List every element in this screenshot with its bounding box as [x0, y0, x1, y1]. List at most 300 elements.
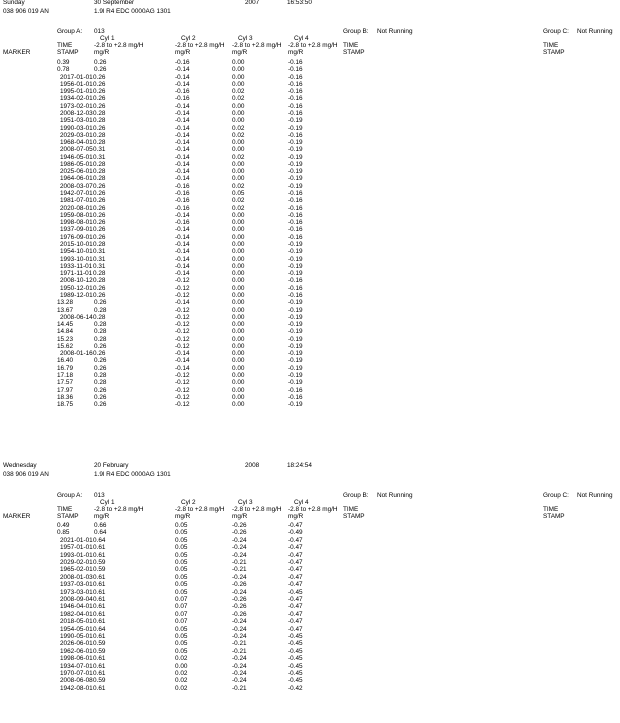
table-row — [0, 300, 620, 307]
cyl4-value-cell: -0.47 — [288, 625, 303, 633]
cyl3-value-cell: -0.26 — [232, 610, 247, 618]
cyl2-value-cell: -0.12 — [175, 386, 190, 394]
cyl2-value-cell: 0.00 — [175, 662, 188, 670]
column-unit-cyl2: mg/R — [175, 49, 191, 56]
time-stamp-cell: 1962-06-01 — [60, 647, 93, 655]
table-row — [0, 351, 620, 358]
cyl1-value-cell: 0.31 — [93, 255, 106, 263]
cyl2-value-cell: -0.12 — [175, 335, 190, 343]
group-c-status: Not Running — [577, 28, 613, 35]
cyl2-value-cell: -0.14 — [175, 80, 190, 88]
time-stamp-cell: 2029-02-01 — [60, 559, 93, 566]
cyl4-value-cell: -0.16 — [288, 95, 303, 103]
column-title-cyl2: Cyl 2 — [181, 35, 196, 42]
cyl1-value-cell: 0.26 — [93, 88, 106, 96]
column-title-cyl4: Cyl 4 — [294, 35, 309, 42]
time-stamp-cell: 1942-07-01 — [60, 190, 93, 198]
cyl4-value-cell: -0.47 — [288, 596, 303, 603]
day-label: Sunday — [3, 0, 25, 6]
time-stamp-cell: 1968-04-01 — [60, 139, 93, 147]
time-stamp-cell: 1934-02-01 — [60, 95, 93, 103]
time-stamp-cell: 2008-01-16 — [60, 350, 93, 358]
cyl3-value-cell: -0.24 — [232, 544, 247, 552]
time-stamp-cell: 0.85 — [57, 529, 70, 537]
cyl1-value-cell: 0.26 — [93, 73, 106, 81]
cyl3-value-cell: -0.21 — [232, 559, 247, 566]
cyl1-value-cell: 0.61 — [93, 670, 106, 677]
cyl2-value-cell: -0.14 — [175, 211, 190, 219]
time-stamp-cell: 2025-06-01 — [60, 168, 93, 176]
cyl4-value-cell: -0.45 — [288, 640, 303, 648]
time-stamp-cell: 18.36 — [57, 393, 73, 401]
cyl4-value-cell: -0.16 — [288, 190, 303, 198]
cyl3-value-cell: -0.24 — [232, 670, 247, 677]
cyl1-value-cell: 0.61 — [93, 551, 106, 559]
group-b-stamp-header: STAMP — [343, 49, 365, 56]
cyl4-value-cell: -0.16 — [288, 197, 303, 205]
time-stamp-cell: 1990-05-01 — [60, 633, 93, 640]
cyl1-value-cell: 0.26 — [94, 299, 107, 307]
table-row — [0, 358, 620, 365]
cyl2-value-cell: -0.14 — [175, 299, 190, 307]
cyl3-value-cell: 0.00 — [232, 277, 245, 285]
time-stamp-cell: 1950-12-01 — [60, 284, 93, 292]
cyl3-value-cell: 0.00 — [232, 66, 245, 74]
cyl2-value-cell: 0.02 — [175, 670, 188, 677]
column-unit-cyl4: mg/R — [288, 513, 304, 520]
cyl2-value-cell: 0.07 — [175, 596, 188, 603]
ecu-id: 038 906 019 AN — [3, 8, 49, 15]
cyl2-value-cell: 0.02 — [175, 684, 188, 692]
cyl4-value-cell: -0.16 — [288, 386, 303, 394]
group-b-status: Not Running — [377, 492, 413, 499]
cyl3-value-cell: 0.00 — [232, 379, 245, 387]
column-unit-cyl3: mg/R — [232, 49, 248, 56]
time-stamp-cell: 17.18 — [57, 372, 73, 380]
cyl3-value-cell: -0.21 — [232, 647, 247, 655]
cyl2-value-cell: -0.16 — [175, 95, 190, 103]
cyl2-value-cell: 0.07 — [175, 603, 188, 611]
time-stamp-cell: 1971-11-01 — [60, 270, 93, 278]
cyl3-value-cell: 0.00 — [232, 393, 245, 401]
table-row — [0, 388, 620, 395]
cyl2-value-cell: -0.16 — [175, 204, 190, 212]
time-stamp-cell: 17.57 — [57, 379, 73, 387]
cyl2-value-cell: 0.02 — [175, 655, 188, 663]
cyl1-value-cell: 0.59 — [93, 677, 106, 685]
time-stamp-cell: 17.97 — [57, 386, 73, 394]
cyl4-value-cell: -0.49 — [288, 529, 303, 537]
cyl4-value-cell: -0.19 — [288, 117, 303, 125]
cyl4-value-cell: -0.47 — [288, 603, 303, 611]
group-c-label: Group C: — [543, 28, 569, 35]
cyl4-value-cell: -0.19 — [288, 255, 303, 263]
cyl1-value-cell: 0.61 — [93, 618, 106, 626]
cyl4-value-cell: -0.19 — [288, 364, 303, 372]
cyl2-value-cell: -0.16 — [175, 59, 190, 66]
cyl2-value-cell: 0.05 — [175, 522, 188, 529]
cyl3-value-cell: 0.00 — [232, 109, 245, 117]
cyl2-value-cell: -0.12 — [175, 401, 190, 409]
time-stamp-cell: 2008-07-05 — [60, 146, 93, 154]
cyl1-value-cell: 0.26 — [93, 233, 106, 241]
cyl2-value-cell: -0.14 — [175, 241, 190, 248]
cyl2-value-cell: 0.05 — [175, 581, 188, 589]
cyl1-value-cell: 0.26 — [93, 95, 106, 103]
group-c-label: Group C: — [543, 492, 569, 499]
cyl1-value-cell: 0.28 — [93, 270, 106, 278]
cyl4-value-cell: -0.16 — [288, 233, 303, 241]
cyl1-value-cell: 0.61 — [93, 581, 106, 589]
cyl3-value-cell: -0.26 — [232, 529, 247, 537]
cyl2-value-cell: -0.14 — [175, 160, 190, 168]
cyl3-value-cell: 0.00 — [232, 248, 245, 256]
cyl2-value-cell: -0.14 — [175, 262, 190, 270]
cyl4-value-cell: -0.19 — [288, 153, 303, 161]
cyl4-value-cell: -0.47 — [288, 610, 303, 618]
cyl3-value-cell: 0.02 — [232, 204, 245, 212]
cyl1-value-cell: 0.28 — [93, 313, 106, 321]
cyl2-value-cell: -0.12 — [175, 393, 190, 401]
cyl2-value-cell: -0.16 — [175, 219, 190, 227]
time-stamp-cell: 1970-07-01 — [60, 670, 93, 677]
cyl4-value-cell: -0.19 — [288, 182, 303, 190]
time-header: TIME — [57, 42, 73, 49]
cyl1-value-cell: 0.64 — [94, 529, 107, 537]
cyl2-value-cell: -0.14 — [175, 124, 190, 132]
time-stamp-cell: 2008-12-03 — [60, 109, 93, 117]
cyl3-value-cell: 0.00 — [232, 211, 245, 219]
cyl3-value-cell: 0.00 — [232, 401, 245, 409]
cyl2-value-cell: -0.12 — [175, 379, 190, 387]
time-stamp-cell: 1964-06-01 — [60, 175, 93, 183]
table-row — [0, 395, 620, 402]
time-stamp-cell: 1954-10-01 — [60, 248, 93, 256]
day-label: Wednesday — [3, 462, 37, 469]
cyl3-value-cell: 0.00 — [232, 219, 245, 227]
cyl3-value-cell: 0.00 — [232, 364, 245, 372]
cyl1-value-cell: 0.28 — [94, 321, 107, 329]
cyl4-value-cell: -0.16 — [288, 204, 303, 212]
cyl3-value-cell: -0.24 — [232, 551, 247, 559]
cyl1-value-cell: 0.26 — [94, 59, 107, 66]
time-stamp-cell: 2008-09-04 — [60, 596, 93, 603]
column-range-cyl2: -2.8 to +2.8 mg/H — [175, 506, 225, 513]
cyl1-value-cell: 0.31 — [93, 146, 106, 154]
group-a-label: Group A: — [57, 492, 83, 499]
group-a-label: Group A: — [57, 28, 83, 35]
time-stamp-cell: 2008-03-07 — [60, 182, 93, 190]
cyl1-value-cell: 0.26 — [93, 204, 106, 212]
cyl1-value-cell: 0.61 — [93, 544, 106, 552]
cyl4-value-cell: -0.19 — [288, 335, 303, 343]
cyl3-value-cell: 0.00 — [232, 139, 245, 147]
time-stamp-cell: 2008-10-12 — [60, 277, 93, 285]
time-stamp-cell: 15.23 — [57, 335, 73, 343]
time-stamp-cell: 2021-01-01 — [60, 536, 93, 544]
column-title-cyl3: Cyl 3 — [238, 499, 253, 506]
cyl4-value-cell: -0.19 — [288, 124, 303, 132]
column-range-cyl4: -2.8 to +2.8 mg/H — [288, 506, 338, 513]
time-stamp-cell: 1993-10-01 — [60, 255, 93, 263]
cyl2-value-cell: -0.14 — [175, 350, 190, 358]
cyl3-value-cell: 0.00 — [232, 168, 245, 176]
group-b-time-header: TIME — [343, 506, 359, 513]
cyl4-value-cell: -0.47 — [288, 551, 303, 559]
group-b-label: Group B: — [343, 28, 369, 35]
cyl4-value-cell: -0.45 — [288, 588, 303, 596]
cyl3-value-cell: 0.02 — [232, 197, 245, 205]
table-row — [0, 402, 620, 409]
cyl3-value-cell: -0.24 — [232, 662, 247, 670]
cyl3-value-cell: 0.00 — [232, 321, 245, 329]
column-unit-cyl2: mg/R — [175, 513, 191, 520]
cyl1-value-cell: 0.28 — [93, 117, 106, 125]
cyl3-value-cell: -0.21 — [232, 640, 247, 648]
cyl1-value-cell: 0.66 — [94, 522, 107, 529]
cyl2-value-cell: -0.16 — [175, 182, 190, 190]
time-header: TIME — [57, 506, 73, 513]
cyl2-value-cell: -0.14 — [175, 248, 190, 256]
stamp-header: STAMP — [57, 513, 79, 520]
cyl2-value-cell: -0.14 — [175, 153, 190, 161]
cyl1-value-cell: 0.61 — [93, 573, 106, 581]
cyl1-value-cell: 0.64 — [93, 536, 106, 544]
cyl1-value-cell: 0.59 — [93, 566, 106, 574]
time-stamp-cell: 2008-06-08 — [60, 677, 93, 685]
cyl4-value-cell: -0.19 — [288, 379, 303, 387]
time-stamp-cell: 1956-01-01 — [60, 80, 93, 88]
cyl1-value-cell: 0.28 — [94, 372, 107, 380]
cyl1-value-cell: 0.28 — [93, 160, 106, 168]
time-stamp-cell: 1976-09-01 — [60, 233, 93, 241]
cyl1-value-cell: 0.28 — [93, 168, 106, 176]
cyl3-value-cell: 0.02 — [232, 131, 245, 139]
time-stamp-cell: 14.84 — [57, 328, 73, 336]
cyl4-value-cell: -0.19 — [288, 248, 303, 256]
table-row — [0, 366, 620, 373]
cyl1-value-cell: 0.28 — [93, 241, 106, 248]
column-unit-cyl4: mg/R — [288, 49, 304, 56]
time-stamp-cell: 1937-09-01 — [60, 226, 93, 234]
time-stamp-cell: 1995-01-01 — [60, 88, 93, 96]
cyl4-value-cell: -0.47 — [288, 566, 303, 574]
cyl4-value-cell: -0.16 — [288, 291, 303, 299]
cyl1-value-cell: 0.28 — [94, 306, 107, 314]
cyl3-value-cell: 0.00 — [232, 146, 245, 154]
cyl4-value-cell: -0.19 — [288, 306, 303, 314]
cyl1-value-cell: 0.26 — [94, 342, 107, 350]
cyl2-value-cell: 0.05 — [175, 529, 188, 537]
cyl4-value-cell: -0.16 — [288, 393, 303, 401]
cyl3-value-cell: -0.24 — [232, 625, 247, 633]
cyl4-value-cell: -0.16 — [288, 66, 303, 74]
time-stamp-cell: 1965-02-01 — [60, 566, 93, 574]
cyl1-value-cell: 0.59 — [93, 647, 106, 655]
cyl2-value-cell: -0.12 — [175, 321, 190, 329]
time-stamp-cell: 2026-06-01 — [60, 640, 93, 648]
cyl3-value-cell: 0.02 — [232, 153, 245, 161]
cyl4-value-cell: -0.16 — [288, 219, 303, 227]
cyl4-value-cell: -0.19 — [288, 313, 303, 321]
group-c-time-header: TIME — [543, 42, 559, 49]
cyl4-value-cell: -0.47 — [288, 559, 303, 566]
time-stamp-cell: 1946-04-01 — [60, 603, 93, 611]
cyl3-value-cell: 0.00 — [232, 386, 245, 394]
cyl4-value-cell: -0.16 — [288, 277, 303, 285]
cyl3-value-cell: 0.02 — [232, 124, 245, 132]
cyl2-value-cell: 0.07 — [175, 618, 188, 626]
column-title-cyl4: Cyl 4 — [294, 499, 309, 506]
cyl1-value-cell: 0.64 — [93, 625, 106, 633]
column-range-cyl4: -2.8 to +2.8 mg/H — [288, 42, 338, 49]
time-stamp-cell: 1993-01-01 — [60, 551, 93, 559]
cyl2-value-cell: -0.14 — [175, 233, 190, 241]
cyl4-value-cell: -0.42 — [288, 684, 303, 692]
cyl3-value-cell: 0.02 — [232, 95, 245, 103]
time-stamp-cell: 1990-03-01 — [60, 124, 93, 132]
table-row — [0, 329, 620, 336]
cyl4-value-cell: -0.16 — [288, 73, 303, 81]
cyl3-value-cell: 0.00 — [232, 306, 245, 314]
cyl2-value-cell: -0.14 — [175, 357, 190, 365]
time-stamp-cell: 1933-11-01 — [60, 262, 93, 270]
cyl2-value-cell: 0.05 — [175, 566, 188, 574]
engine-code: 1.9l R4 EDC 0000AG 1301 — [94, 471, 171, 478]
cyl2-value-cell: 0.07 — [175, 610, 188, 618]
cyl3-value-cell: -0.21 — [232, 684, 247, 692]
cyl1-value-cell: 0.28 — [94, 328, 107, 336]
table-row — [0, 523, 620, 530]
cyl4-value-cell: -0.19 — [288, 357, 303, 365]
cyl4-value-cell: -0.47 — [288, 544, 303, 552]
cyl3-value-cell: 0.00 — [232, 102, 245, 110]
cyl1-value-cell: 0.28 — [93, 139, 106, 147]
cyl2-value-cell: -0.12 — [175, 291, 190, 299]
cyl4-value-cell: -0.47 — [288, 618, 303, 626]
time-stamp-cell: 2029-03-01 — [60, 131, 93, 139]
cyl3-value-cell: -0.21 — [232, 566, 247, 574]
time-stamp-cell: 0.39 — [57, 59, 70, 66]
group-a-value: 013 — [94, 492, 105, 499]
cyl1-value-cell: 0.26 — [94, 66, 107, 74]
cyl4-value-cell: -0.19 — [288, 175, 303, 183]
cyl1-value-cell: 0.61 — [93, 588, 106, 596]
marker-label: MARKER — [3, 49, 31, 56]
cyl4-value-cell: -0.47 — [288, 536, 303, 544]
cyl3-value-cell: 0.00 — [232, 313, 245, 321]
date-label: 20 February — [94, 462, 129, 469]
cyl3-value-cell: 0.00 — [232, 350, 245, 358]
cyl4-value-cell: -0.19 — [288, 139, 303, 147]
cyl3-value-cell: 0.00 — [232, 175, 245, 183]
cyl1-value-cell: 0.26 — [93, 124, 106, 132]
year-label: 2007 — [245, 0, 260, 6]
cyl2-value-cell: -0.14 — [175, 109, 190, 117]
cyl1-value-cell: 0.26 — [94, 386, 107, 394]
cyl4-value-cell: -0.16 — [288, 102, 303, 110]
time-stamp-cell: 1982-04-01 — [60, 610, 93, 618]
cyl1-value-cell: 0.28 — [93, 277, 106, 285]
cyl3-value-cell: 0.00 — [232, 226, 245, 234]
engine-code: 1.9l R4 EDC 0000AG 1301 — [94, 8, 171, 15]
time-stamp-cell: 1951-03-01 — [60, 117, 93, 125]
cyl4-value-cell: -0.19 — [288, 262, 303, 270]
cyl3-value-cell: -0.24 — [232, 573, 247, 581]
cyl3-value-cell: 0.00 — [232, 335, 245, 343]
time-stamp-cell: 0.49 — [57, 522, 70, 529]
cyl1-value-cell: 0.31 — [93, 153, 106, 161]
cyl3-value-cell: 0.00 — [232, 372, 245, 380]
date-label: 30 September — [94, 0, 135, 6]
cyl1-value-cell: 0.26 — [93, 182, 106, 190]
group-c-stamp-header: STAMP — [543, 49, 565, 56]
column-range-cyl1: -2.8 to +2.8 mg/H — [94, 506, 144, 513]
time-stamp-cell: 18.75 — [57, 401, 73, 409]
cyl2-value-cell: -0.14 — [175, 102, 190, 110]
cyl4-value-cell: -0.45 — [288, 670, 303, 677]
cyl1-value-cell: 0.28 — [94, 335, 107, 343]
marker-label: MARKER — [3, 513, 31, 520]
cyl3-value-cell: 0.00 — [232, 291, 245, 299]
group-c-status: Not Running — [577, 492, 613, 499]
cyl1-value-cell: 0.26 — [93, 291, 106, 299]
table-row — [0, 337, 620, 344]
cyl1-value-cell: 0.28 — [93, 109, 106, 117]
time-stamp-cell: 1981-07-01 — [60, 197, 93, 205]
cyl4-value-cell: -0.16 — [288, 226, 303, 234]
cyl3-value-cell: 0.00 — [232, 233, 245, 241]
cyl3-value-cell: 0.02 — [232, 182, 245, 190]
cyl4-value-cell: -0.45 — [288, 655, 303, 663]
cyl1-value-cell: 0.28 — [94, 379, 107, 387]
cyl3-value-cell: 0.05 — [232, 190, 245, 198]
cyl1-value-cell: 0.26 — [93, 219, 106, 227]
cyl3-value-cell: 0.02 — [232, 88, 245, 96]
cyl1-value-cell: 0.26 — [93, 190, 106, 198]
column-range-cyl2: -2.8 to +2.8 mg/H — [175, 42, 225, 49]
cyl4-value-cell: -0.19 — [288, 328, 303, 336]
cyl3-value-cell: 0.00 — [232, 284, 245, 292]
cyl3-value-cell: -0.26 — [232, 522, 247, 529]
time-stamp-cell: 1942-08-01 — [60, 684, 93, 692]
cyl4-value-cell: -0.47 — [288, 581, 303, 589]
time-stamp-cell: 0.78 — [57, 66, 70, 74]
cyl3-value-cell: 0.00 — [232, 299, 245, 307]
cyl2-value-cell: 0.05 — [175, 625, 188, 633]
cyl2-value-cell: -0.14 — [175, 66, 190, 74]
cyl2-value-cell: -0.14 — [175, 146, 190, 154]
stamp-header: STAMP — [57, 49, 79, 56]
cyl3-value-cell: 0.00 — [232, 255, 245, 263]
cyl2-value-cell: -0.14 — [175, 255, 190, 263]
time-stamp-cell: 1989-12-01 — [60, 291, 93, 299]
cyl2-value-cell: -0.12 — [175, 284, 190, 292]
group-b-label: Group B: — [343, 492, 369, 499]
cyl2-value-cell: -0.12 — [175, 313, 190, 321]
time-stamp-cell: 1998-06-01 — [60, 655, 93, 663]
group-c-stamp-header: STAMP — [543, 513, 565, 520]
cyl3-value-cell: 0.00 — [232, 241, 245, 248]
column-title-cyl3: Cyl 3 — [238, 35, 253, 42]
time-stamp-cell: 1954-05-01 — [60, 625, 93, 633]
cyl2-value-cell: 0.05 — [175, 640, 188, 648]
cyl2-value-cell: 0.05 — [175, 647, 188, 655]
cyl3-value-cell: 0.00 — [232, 59, 245, 66]
cyl1-value-cell: 0.61 — [93, 596, 106, 603]
cyl2-value-cell: -0.14 — [175, 168, 190, 176]
group-b-status: Not Running — [377, 28, 413, 35]
